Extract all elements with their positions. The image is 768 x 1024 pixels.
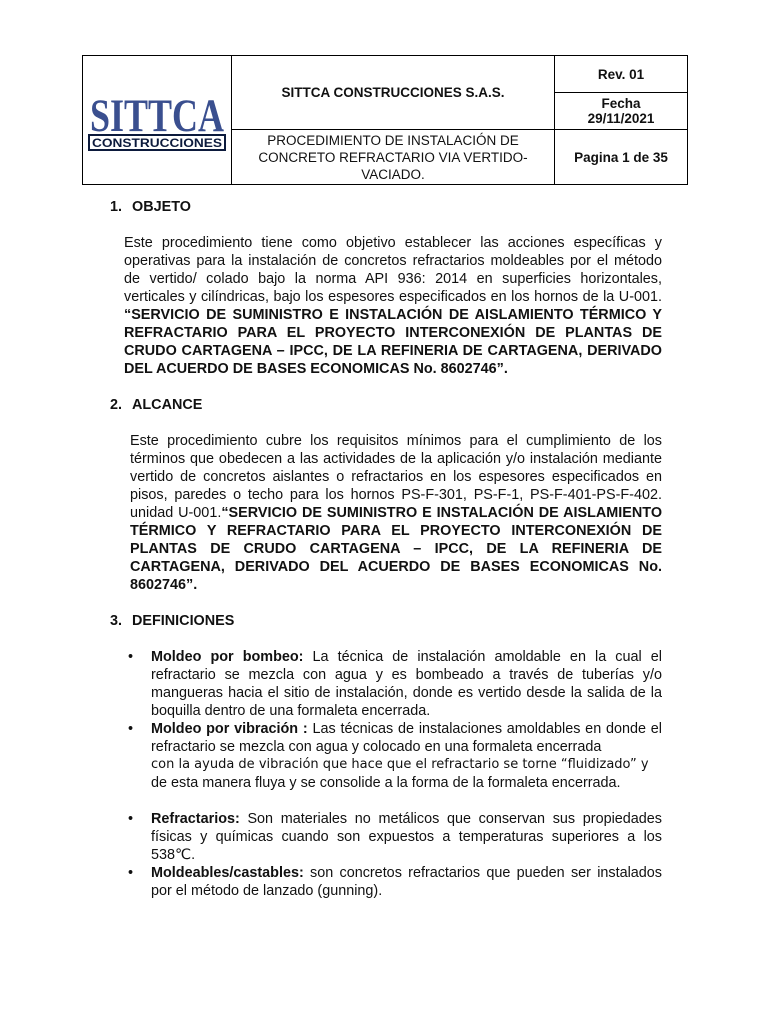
definition-term: Moldeo por bombeo: — [151, 649, 304, 665]
definition-text: La técnica de instalación amoldable en la cual el refractario se mezcla con agua y es bombeado a través de tuberías y/o mangueras hacia el sitio de instalación, donde es vertido desde la salida de la boquilla dentro de una formaleta encerrada. — [151, 649, 662, 719]
company-logo — [87, 85, 227, 155]
paragraph-bold-text: “SERVICIO DE SUMINISTRO E INSTALACIÓN DE AISLAMIENTO TÉRMICO Y REFRACTARIO PARA EL PROYECTO INTERCONEXIÓN DE PLANTAS DE CRUDO CARTAGENA – IPCC, DE LA REFINERIA DE CARTAGENA, DERIVADO DEL ACUERDO DE BASES ECONOMICAS No. 8602746”. — [130, 505, 663, 593]
section-paragraph-objeto — [124, 234, 662, 378]
definitions-list — [110, 648, 662, 900]
company-name: SITTCA CONSTRUCCIONES S.A.S. — [232, 56, 555, 130]
section-number: 3. — [110, 613, 123, 629]
logo-top-text: SITTCA — [90, 90, 225, 142]
section-title: ALCANCE — [132, 397, 203, 413]
section-heading-alcance — [110, 396, 662, 414]
paragraph-bold-text: “SERVICIO DE SUMINISTRO E INSTALACIÓN DE AISLAMIENTO TÉRMICO Y REFRACTARIO PARA EL PROYECTO INTERCONEXIÓN DE PLANTAS DE CRUDO CARTAGENA – IPCC, DE LA REFINERIA DE CARTAGENA, DERIVADO DEL ACUERDO DE BASES ECONOMICAS No. 8602746”. — [124, 307, 662, 377]
bullet-icon: • — [128, 649, 134, 665]
bullet-icon: • — [128, 721, 134, 737]
section-title: OBJETO — [132, 199, 191, 215]
sittca-logo-graphic — [87, 85, 227, 155]
bullet-icon: • — [128, 811, 134, 827]
procedure-title: PROCEDIMIENTO DE INSTALACIÓN DE CONCRETO REFRACTARIO VIA VERTIDO-VACIADO. — [232, 130, 555, 185]
definition-text-alt: con la ayuda de vibración que hace que el refractario se torne “fluidizado” y — [151, 757, 649, 772]
definition-term: Moldeo por vibración : — [151, 721, 308, 737]
date-label: Fecha — [601, 96, 641, 111]
page-number: Pagina 1 de 35 — [555, 130, 688, 185]
date-value: 29/11/2021 — [587, 111, 655, 126]
document-body — [110, 198, 662, 900]
section-heading-objeto — [110, 198, 662, 216]
bullet-icon: • — [128, 865, 134, 881]
document-header — [82, 55, 688, 185]
section-title: DEFINICIONES — [132, 613, 235, 629]
definition-text-end: de esta manera fluya y se consolide a la forma de la formaleta encerrada. — [151, 775, 621, 791]
definition-term: Moldeables/castables: — [151, 865, 304, 881]
list-item — [110, 864, 662, 900]
paragraph-text: Este procedimiento tiene como objetivo establecer las acciones específicas y operativas para la instalación de concretos refractarios moldeables por el método de vertido/ colado bajo la norma API 936: 2014 en superficies horizontales, verticales y cilíndricas, bajo los espesores especificados en los hornos de la U-001. — [124, 235, 662, 305]
definition-text: Son materiales no metálicos que conservan sus propiedades físicas y químicas cuando son expuestos a temperaturas superiores a los 538℃. — [151, 811, 662, 863]
revision: Rev. 01 — [555, 56, 688, 93]
paragraph-text: Este procedimiento cubre los requisitos mínimos para el cumplimiento de los términos que obedecen a las actividades de la aplicación y/o instalación mediante vertido de concretos aislantes o refractarios en los espesores especificados en pisos, paredes o techo para los hornos PS-F-301, PS-F-1, PS-F-401-PS-F-402. unidad U-001. — [130, 433, 662, 521]
definition-text: Las técnicas de instalaciones amoldables en donde el refractario se mezcla con agua y colocado en una formaleta encerrada — [151, 721, 662, 755]
section-heading-definiciones — [110, 612, 662, 630]
logo-cell — [83, 56, 232, 185]
definition-text: son concretos refractarios que pueden ser instalados por el método de lanzado (gunning). — [151, 865, 662, 899]
section-number: 2. — [110, 397, 123, 413]
logo-bottom-text: CONSTRUCCIONES — [92, 136, 222, 150]
list-item — [110, 810, 662, 864]
date-cell — [555, 93, 688, 130]
section-paragraph-alcance — [130, 432, 662, 594]
list-item — [110, 648, 662, 720]
definition-term: Refractarios: — [151, 811, 240, 827]
list-item — [110, 720, 662, 792]
section-number: 1. — [110, 199, 123, 215]
